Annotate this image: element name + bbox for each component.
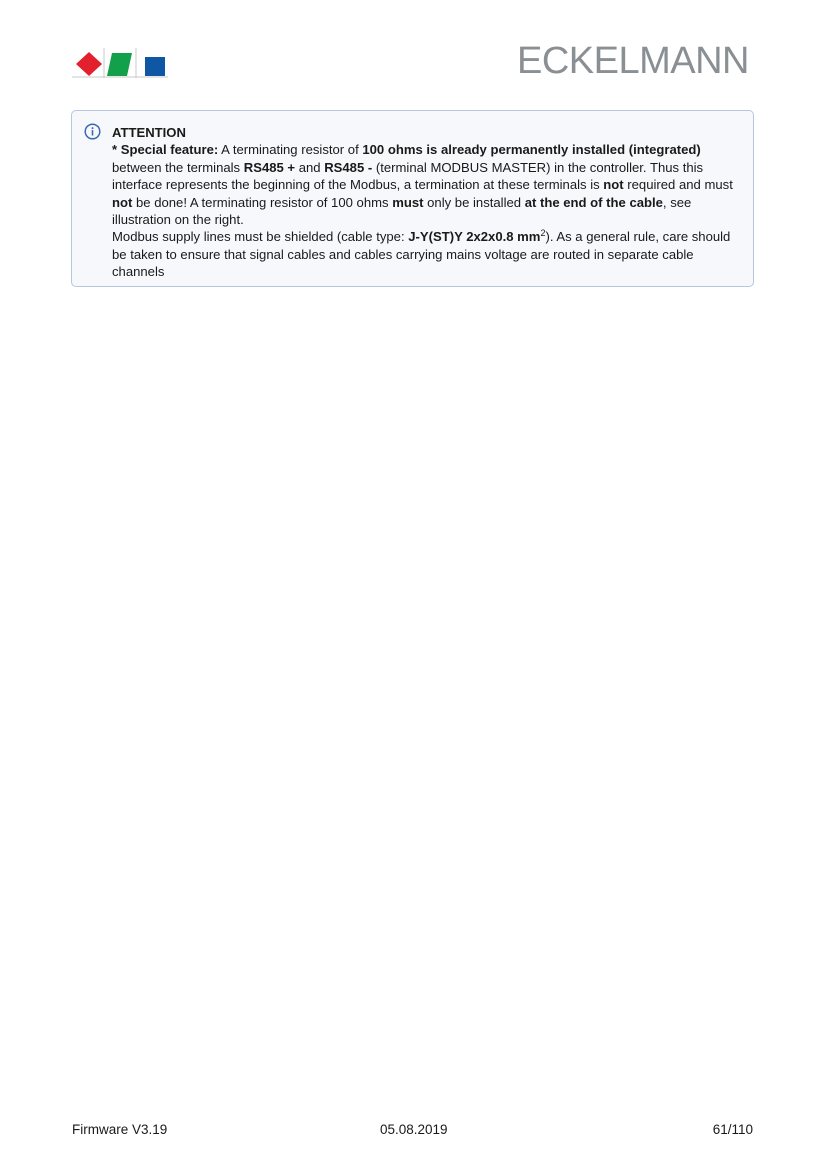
brand-wordmark: ECKELMANN (517, 40, 749, 82)
logo-blue-square (145, 57, 165, 76)
attention-panel (71, 110, 754, 287)
info-icon (84, 123, 101, 140)
footer-firmware-version: Firmware V3.19 (72, 1122, 168, 1137)
special-feature-paragraph: * Special feature: A terminating resistor of 100 ohms is already permanently installed (integrated) between the terminals RS485 + and RS485 - (terminal MODBUS MASTER) in the controller. Thus this interface represents the beginning of the Modbus, a termination at these terminals is not required and must not be done! A terminating resistor of 100 ohms must only be installed at the end of the cable, see illustration on the right. (112, 142, 733, 228)
attention-title: ATTENTION (112, 125, 186, 140)
company-logo (72, 48, 168, 78)
logo-green-parallelogram (107, 53, 132, 76)
footer-page-number: 61/110 (712, 1122, 753, 1137)
footer-date: 05.08.2019 (380, 1122, 448, 1137)
logo-red-diamond (76, 52, 102, 76)
attention-body (112, 124, 742, 281)
cable-shielding-paragraph: Modbus supply lines must be shielded (cable type: J-Y(ST)Y 2x2x0.8 $mm^2$). As a general rule, care should be taken to ensure that signal cables and cables carrying mains voltage are routed in separate cable channels (112, 228, 731, 280)
